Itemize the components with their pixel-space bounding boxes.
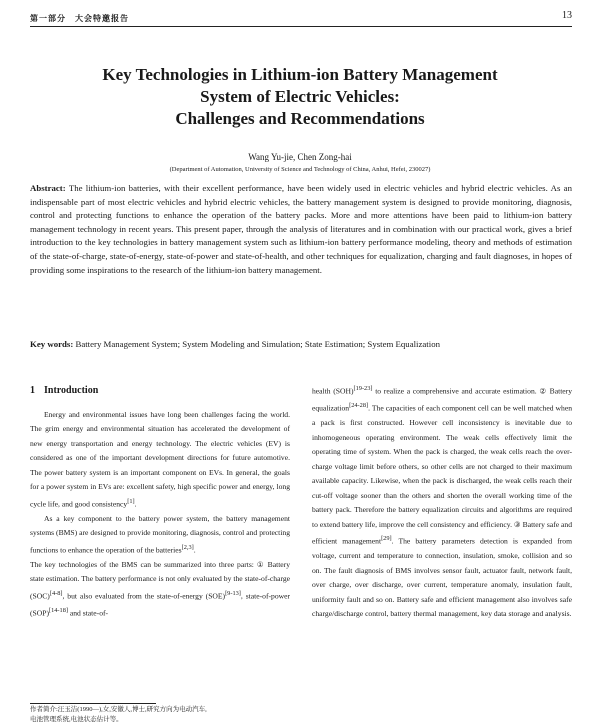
citation: [14-18] (49, 606, 68, 614)
citation: [9-13] (225, 589, 241, 597)
right-text-b: to realize a comprehensive and accurate estimation. ② Battery equalization (312, 386, 573, 413)
authors: Wang Yu-jie, Chen Zong-hai (248, 152, 352, 162)
intro-p1-end: . (134, 499, 137, 509)
right-column (312, 382, 572, 622)
intro-p2-text: As a key component to the battery power system, the battery management systems (BMS) are designed to provide monitoring, diagnosis, control and protecting functions to enhance the operation of the batteries (30, 513, 290, 555)
citation: [19-23] (353, 385, 373, 392)
intro-p2-end: . (193, 545, 196, 555)
title-line-1: Key Technologies in Lithium-ion Battery Management (102, 65, 498, 84)
right-text-a: health (SOH) (312, 386, 354, 396)
citation: [29] (381, 535, 392, 543)
intro-p3-text-a: The key technologies of the BMS can be summarized into three parts: ① Battery state estimation. The battery performance is not only evaluated by the state-of-charge (SOC) (30, 559, 290, 601)
running-header (30, 9, 572, 25)
intro-p3-text-c: , state-of-power (SOP) (30, 591, 290, 618)
right-text-d: . The battery parameters detection is expanded from voltage, current and temperature to connection, insulation, smoke, collision and so on. The fault diagnosis of BMS involves sensor fault, actuator fault, network fault, over charge, over discharge, over current, temperature anomaly, insulation fault, uniformity fault and so on. Battery safe and efficient management also involves safe charge/discharge control, battery thermal management, key data storage and analysis. (312, 536, 572, 619)
citation: [4-8] (49, 589, 63, 597)
intro-paragraph-1 (30, 408, 290, 512)
paper-title (40, 64, 560, 130)
affiliation: (Department of Automation, University of Science and Technology of China, Anhui, Hefei, 230027) (169, 166, 431, 173)
intro-p3-text-b: , but also evaluated from the state-of-energy (SOE) (62, 591, 226, 601)
footnote-rule (30, 703, 156, 704)
keywords-text: Battery Management System; System Modeling and Simulation; State Estimation; System Equalization (73, 339, 440, 349)
keywords (30, 338, 572, 352)
footnote-line-2: 电池管理系统,电池状态估计等。 (30, 715, 123, 723)
right-text-c: . The capacities of each component cell can be well matched when a pack is first constructed. However cell inconsistency is inevitable due to inhomogeneous operating environment. The weak cells effectively limit the operating time of system. When the pack is charged, the weak cells reach the over-charge voltage limit before others, so other cells are not charged to their maximum available capacity. Likewise, when the pack is discharged, the weak cells reach their cut-off voltage sooner than the others and shorten the overall working time of the battery pack. Therefore the battery equalization circuits and algorithms are required to extend battery life, improve the cell consistency and efficiency. ③ Battery safe and efficient management (312, 403, 572, 546)
title-line-3: Challenges and Recommendations (175, 109, 425, 128)
abstract (30, 182, 572, 277)
page-number: 13 (562, 10, 572, 21)
left-column (30, 380, 290, 621)
intro-p1-text: Energy and environmental issues have long been challenges facing the world. The grim energy and environmental situation has accelerated the development of new energy transportation and energy technology. The electric vehicles (EV) is considered as one of the important development directions for future automotive. The power battery system is an important component on EVs. In general, the goals for a power system in EVs are: excellent safety, high specific power and energy, long cycle life, and good consistency (30, 409, 290, 509)
citation: [24-28] (349, 402, 369, 410)
section-title: Introduction (44, 385, 99, 396)
intro-paragraph-continued (312, 382, 572, 622)
title-line-2: System of Electric Vehicles: (200, 87, 400, 106)
header-section-label: 第一部分 大会特邀报告 (30, 14, 129, 23)
intro-p3-text-d: and state-of- (67, 608, 109, 618)
keywords-label: Key words: (30, 339, 74, 349)
abstract-text: The lithium-ion batteries, with their excellent performance, have been widely used in electric vehicles and hybrid electric vehicles. As an indispensable part of most electric vehicles and hybrid electric vehicles, the battery management system is designed to provide monitoring, diagnosis, control and protecting functions to enhance the operation of the battery packs. More and more attentions have been paid to lithium-ion battery management technology in recent years. This present paper, through the analysis of literatures and in combination with our practical work, gives a brief introduction to the key technologies in battery management system such as lithium-ion battery performance modeling, theory and methods of estimation of the state-of-charge, state-of-energy, state-of-power and state-of-health, and other techniques for equalization, charging and fault diagnoses, in hopes of providing some inspirations to the research of the lithium-ion battery management. (30, 183, 572, 275)
abstract-label: Abstract: (30, 183, 66, 193)
section-heading (30, 384, 290, 399)
citation: [2,3] (181, 543, 194, 551)
section-number: 1 (30, 385, 35, 396)
footnote-line-1: 作者简介:汪玉洁(1990—),女,安徽人,博士,研究方向为电动汽车, (30, 706, 207, 713)
author-footnote (30, 705, 300, 724)
citation: [1] (127, 497, 135, 505)
header-rule (30, 26, 572, 27)
intro-paragraph-3 (30, 558, 290, 621)
intro-paragraph-2 (30, 512, 290, 558)
